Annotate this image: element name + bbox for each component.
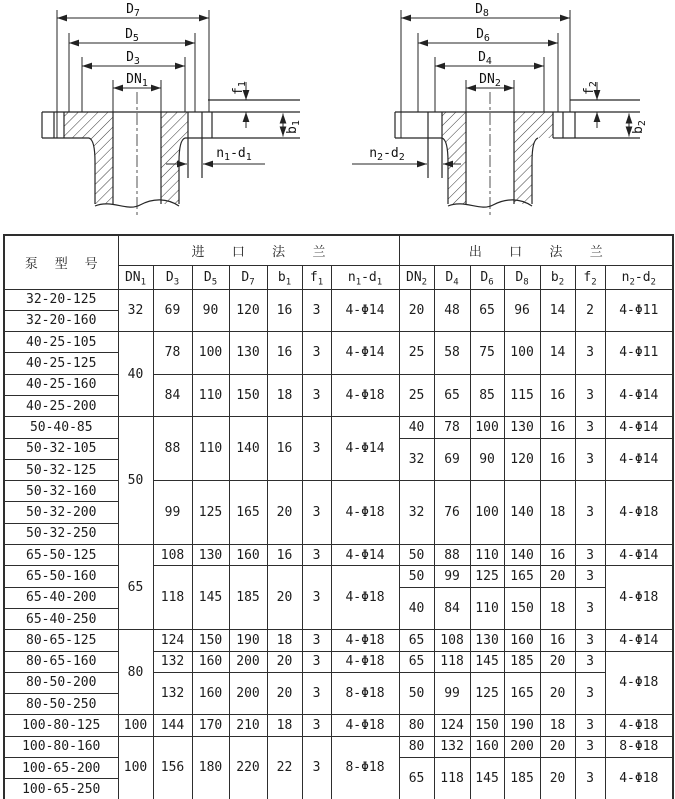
value-cell: 16 — [540, 417, 575, 438]
value-cell: 90 — [192, 289, 229, 332]
value-cell: 100 — [118, 715, 153, 736]
value-cell: 145 — [470, 651, 504, 672]
value-cell: 144 — [153, 715, 192, 736]
value-cell: 150 — [504, 587, 540, 630]
value-cell: 4-Φ14 — [331, 417, 399, 481]
dim-label-d6: $D_6$ — [476, 27, 490, 44]
value-cell: 190 — [229, 630, 267, 651]
value-cell: 3 — [302, 332, 331, 375]
value-cell: 165 — [229, 481, 267, 545]
value-cell: 4-Φ14 — [331, 332, 399, 375]
value-cell: 78 — [153, 332, 192, 375]
column-header: $n_2-d_2$ — [605, 265, 673, 289]
column-header: $n_1-d_1$ — [331, 265, 399, 289]
value-cell: 200 — [229, 651, 267, 672]
value-cell: 170 — [192, 715, 229, 736]
dim-label-d5: $D_5$ — [125, 27, 139, 44]
value-cell: 145 — [192, 566, 229, 630]
value-cell: 132 — [153, 651, 192, 672]
value-cell: 3 — [302, 630, 331, 651]
value-cell: 32 — [118, 289, 153, 332]
value-cell: 165 — [504, 672, 540, 715]
model-cell: 40-25-125 — [4, 353, 118, 374]
value-cell: 3 — [302, 481, 331, 545]
value-cell: 125 — [192, 481, 229, 545]
value-cell: 4-Φ14 — [605, 374, 673, 417]
value-cell: 3 — [575, 566, 605, 587]
value-cell: 200 — [504, 736, 540, 757]
column-header: $b_2$ — [540, 265, 575, 289]
value-cell: 48 — [434, 289, 470, 332]
value-cell: 110 — [470, 545, 504, 566]
value-cell: 4-Φ14 — [605, 630, 673, 651]
column-header: $D_6$ — [470, 265, 504, 289]
value-cell: 120 — [504, 438, 540, 481]
value-cell: 3 — [575, 332, 605, 375]
value-cell: 160 — [470, 736, 504, 757]
value-cell: 200 — [229, 672, 267, 715]
value-cell: 4-Φ18 — [331, 374, 399, 417]
model-cell: 65-40-200 — [4, 587, 118, 608]
value-cell: 16 — [540, 374, 575, 417]
value-cell: 4-Φ18 — [605, 715, 673, 736]
model-cell: 100-80-125 — [4, 715, 118, 736]
value-cell: 69 — [434, 438, 470, 481]
value-cell: 78 — [434, 417, 470, 438]
value-cell: 32 — [399, 481, 434, 545]
value-cell: 140 — [504, 481, 540, 545]
value-cell: 3 — [302, 672, 331, 715]
model-cell: 50-32-125 — [4, 459, 118, 480]
dim-label-d8: $D_8$ — [475, 2, 489, 19]
value-cell: 20 — [267, 651, 302, 672]
dim-label-n2-d2: $n_2-d_2$ — [369, 146, 405, 163]
value-cell: 4-Φ18 — [331, 651, 399, 672]
value-cell: 3 — [575, 672, 605, 715]
value-cell: 160 — [229, 545, 267, 566]
value-cell: 20 — [267, 566, 302, 630]
value-cell: 180 — [192, 736, 229, 799]
value-cell: 50 — [399, 672, 434, 715]
value-cell: 99 — [434, 672, 470, 715]
value-cell: 110 — [192, 374, 229, 417]
value-cell: 18 — [540, 587, 575, 630]
value-cell: 8-Φ18 — [605, 736, 673, 757]
value-cell: 16 — [540, 438, 575, 481]
model-cell: 50-32-200 — [4, 502, 118, 523]
value-cell: 3 — [302, 715, 331, 736]
inlet-hatch-right — [161, 112, 188, 204]
flange-spec-table — [3, 234, 674, 799]
column-header: $D_5$ — [192, 265, 229, 289]
value-cell: 115 — [504, 374, 540, 417]
value-cell: 3 — [302, 651, 331, 672]
model-cell: 65-40-250 — [4, 608, 118, 629]
value-cell: 20 — [399, 289, 434, 332]
value-cell: 3 — [575, 651, 605, 672]
dim-label-f1: $f_1$ — [231, 81, 248, 95]
value-cell: 50 — [118, 417, 153, 545]
value-cell: 75 — [470, 332, 504, 375]
table-row — [4, 566, 673, 587]
value-cell: 150 — [192, 630, 229, 651]
model-cell: 50-32-250 — [4, 523, 118, 544]
column-header: $D_3$ — [153, 265, 192, 289]
value-cell: 118 — [434, 651, 470, 672]
value-cell: 150 — [229, 374, 267, 417]
value-cell: 50 — [399, 545, 434, 566]
value-cell: 3 — [575, 587, 605, 630]
model-cell: 100-65-200 — [4, 758, 118, 779]
table-row — [4, 332, 673, 353]
value-cell: 3 — [302, 289, 331, 332]
value-cell: 108 — [153, 545, 192, 566]
value-cell: 4-Φ11 — [605, 289, 673, 332]
column-header: $b_1$ — [267, 265, 302, 289]
dim-label-dn1: $DN_1$ — [126, 72, 148, 89]
value-cell: 3 — [302, 417, 331, 481]
value-cell: 4-Φ18 — [605, 651, 673, 715]
model-cell: 32-20-160 — [4, 310, 118, 331]
value-cell: 65 — [399, 630, 434, 651]
value-cell: 4-Φ14 — [331, 289, 399, 332]
table-row — [4, 374, 673, 395]
value-cell: 100 — [470, 481, 504, 545]
value-cell: 99 — [434, 566, 470, 587]
group-header-outlet-flange: 出口法兰 — [399, 235, 673, 265]
value-cell: 190 — [504, 715, 540, 736]
value-cell: 20 — [267, 672, 302, 715]
value-cell: 18 — [267, 715, 302, 736]
table-row — [4, 481, 673, 502]
table-row — [4, 651, 673, 672]
group-header-inlet-flange: 进口法兰 — [118, 235, 399, 265]
value-cell: 69 — [153, 289, 192, 332]
value-cell: 18 — [540, 715, 575, 736]
table-row — [4, 715, 673, 736]
value-cell: 58 — [434, 332, 470, 375]
value-cell: 25 — [399, 374, 434, 417]
model-cell: 32-20-125 — [4, 289, 118, 310]
value-cell: 80 — [399, 736, 434, 757]
value-cell: 156 — [153, 736, 192, 799]
value-cell: 84 — [434, 587, 470, 630]
value-cell: 120 — [229, 289, 267, 332]
value-cell: 88 — [153, 417, 192, 481]
value-cell: 20 — [267, 481, 302, 545]
model-cell: 100-65-250 — [4, 779, 118, 799]
value-cell: 3 — [575, 417, 605, 438]
value-cell: 3 — [575, 736, 605, 757]
value-cell: 4-Φ14 — [605, 417, 673, 438]
value-cell: 65 — [399, 758, 434, 799]
value-cell: 65 — [470, 289, 504, 332]
dim-label-f2: $f_2$ — [582, 81, 599, 95]
value-cell: 3 — [302, 736, 331, 799]
column-header: $D_8$ — [504, 265, 540, 289]
value-cell: 18 — [540, 481, 575, 545]
value-cell: 185 — [504, 758, 540, 799]
value-cell: 150 — [470, 715, 504, 736]
dim-label-b1: $b_1$ — [285, 120, 302, 134]
outlet-flange-diagram — [330, 0, 675, 232]
value-cell: 88 — [434, 545, 470, 566]
value-cell: 160 — [192, 651, 229, 672]
value-cell: 22 — [267, 736, 302, 799]
value-cell: 124 — [153, 630, 192, 651]
model-cell: 50-40-85 — [4, 417, 118, 438]
model-cell: 40-25-105 — [4, 332, 118, 353]
value-cell: 3 — [575, 438, 605, 481]
value-cell: 25 — [399, 332, 434, 375]
value-cell: 108 — [434, 630, 470, 651]
dim-label-d3: $D_3$ — [126, 50, 140, 67]
value-cell: 8-Φ18 — [331, 736, 399, 799]
value-cell: 90 — [470, 438, 504, 481]
dim-label-b2: $b_2$ — [631, 120, 648, 134]
value-cell: 16 — [540, 545, 575, 566]
value-cell: 4-Φ11 — [605, 332, 673, 375]
value-cell: 3 — [575, 630, 605, 651]
dim-label-dn2: $DN_2$ — [479, 72, 501, 89]
model-cell: 40-25-160 — [4, 374, 118, 395]
value-cell: 20 — [540, 651, 575, 672]
column-header: $D_7$ — [229, 265, 267, 289]
value-cell: 3 — [575, 545, 605, 566]
value-cell: 125 — [470, 672, 504, 715]
value-cell: 16 — [267, 417, 302, 481]
value-cell: 20 — [540, 736, 575, 757]
value-cell: 16 — [267, 289, 302, 332]
value-cell: 130 — [504, 417, 540, 438]
value-cell: 4-Φ14 — [605, 545, 673, 566]
table-row — [4, 289, 673, 310]
value-cell: 20 — [540, 672, 575, 715]
value-cell: 16 — [267, 545, 302, 566]
dim-label-d7: $D_7$ — [126, 2, 140, 19]
value-cell: 18 — [267, 374, 302, 417]
value-cell: 4-Φ18 — [331, 566, 399, 630]
value-cell: 4-Φ18 — [605, 566, 673, 630]
value-cell: 4-Φ18 — [331, 715, 399, 736]
model-cell: 80-50-200 — [4, 672, 118, 693]
value-cell: 110 — [192, 417, 229, 481]
dim-label-n1-d1: $n_1-d_1$ — [216, 146, 252, 163]
value-cell: 100 — [504, 332, 540, 375]
flange-diagrams — [0, 0, 675, 232]
value-cell: 80 — [118, 630, 153, 715]
value-cell: 50 — [399, 566, 434, 587]
value-cell: 99 — [153, 481, 192, 545]
value-cell: 100 — [118, 736, 153, 799]
value-cell: 4-Φ18 — [605, 758, 673, 799]
column-header: $DN_2$ — [399, 265, 434, 289]
model-cell: 65-50-125 — [4, 545, 118, 566]
value-cell: 132 — [434, 736, 470, 757]
value-cell: 145 — [470, 758, 504, 799]
value-cell: 140 — [504, 545, 540, 566]
value-cell: 118 — [153, 566, 192, 630]
value-cell: 220 — [229, 736, 267, 799]
outlet-hatch-left — [442, 112, 466, 204]
value-cell: 130 — [470, 630, 504, 651]
value-cell: 160 — [192, 672, 229, 715]
value-cell: 118 — [434, 758, 470, 799]
column-header: $f_2$ — [575, 265, 605, 289]
inlet-flange-diagram — [2, 0, 332, 232]
value-cell: 3 — [575, 715, 605, 736]
value-cell: 100 — [470, 417, 504, 438]
value-cell: 140 — [229, 417, 267, 481]
value-cell: 165 — [504, 566, 540, 587]
column-header: $f_1$ — [302, 265, 331, 289]
value-cell: 4-Φ14 — [331, 545, 399, 566]
value-cell: 65 — [118, 545, 153, 630]
model-cell: 80-65-160 — [4, 651, 118, 672]
value-cell: 16 — [540, 630, 575, 651]
model-cell: 100-80-160 — [4, 736, 118, 757]
value-cell: 76 — [434, 481, 470, 545]
outlet-hatch-right — [514, 112, 553, 204]
value-cell: 3 — [302, 545, 331, 566]
value-cell: 4-Φ18 — [331, 481, 399, 545]
value-cell: 132 — [153, 672, 192, 715]
value-cell: 84 — [153, 374, 192, 417]
value-cell: 40 — [118, 332, 153, 417]
value-cell: 96 — [504, 289, 540, 332]
model-cell: 50-32-105 — [4, 438, 118, 459]
model-cell: 40-25-200 — [4, 395, 118, 416]
value-cell: 210 — [229, 715, 267, 736]
value-cell: 80 — [399, 715, 434, 736]
model-cell: 80-65-125 — [4, 630, 118, 651]
inlet-hatch-left — [64, 112, 113, 204]
value-cell: 130 — [192, 545, 229, 566]
dim-label-d4: $D_4$ — [478, 50, 492, 67]
table-header — [4, 235, 673, 289]
column-header: $D_4$ — [434, 265, 470, 289]
table-row — [4, 630, 673, 651]
value-cell: 85 — [470, 374, 504, 417]
value-cell: 40 — [399, 587, 434, 630]
value-cell: 185 — [229, 566, 267, 630]
col-header-model: 泵型号 — [4, 235, 118, 289]
value-cell: 100 — [192, 332, 229, 375]
value-cell: 14 — [540, 332, 575, 375]
value-cell: 18 — [267, 630, 302, 651]
value-cell: 8-Φ18 — [331, 672, 399, 715]
value-cell: 160 — [504, 630, 540, 651]
value-cell: 20 — [540, 566, 575, 587]
value-cell: 16 — [267, 332, 302, 375]
value-cell: 65 — [434, 374, 470, 417]
table-row — [4, 736, 673, 757]
value-cell: 2 — [575, 289, 605, 332]
value-cell: 125 — [470, 566, 504, 587]
column-header: $DN_1$ — [118, 265, 153, 289]
value-cell: 3 — [575, 758, 605, 799]
value-cell: 3 — [575, 374, 605, 417]
value-cell: 130 — [229, 332, 267, 375]
table-row — [4, 545, 673, 566]
value-cell: 20 — [540, 758, 575, 799]
value-cell: 65 — [399, 651, 434, 672]
value-cell: 4-Φ14 — [605, 438, 673, 481]
value-cell: 185 — [504, 651, 540, 672]
value-cell: 32 — [399, 438, 434, 481]
value-cell: 4-Φ18 — [331, 630, 399, 651]
table-body — [4, 289, 673, 799]
value-cell: 110 — [470, 587, 504, 630]
value-cell: 40 — [399, 417, 434, 438]
value-cell: 124 — [434, 715, 470, 736]
value-cell: 3 — [575, 481, 605, 545]
table-row — [4, 672, 673, 693]
value-cell: 3 — [302, 374, 331, 417]
model-cell: 80-50-250 — [4, 694, 118, 715]
table-row — [4, 417, 673, 438]
value-cell: 3 — [302, 566, 331, 630]
value-cell: 4-Φ18 — [605, 481, 673, 545]
model-cell: 50-32-160 — [4, 481, 118, 502]
value-cell: 14 — [540, 289, 575, 332]
model-cell: 65-50-160 — [4, 566, 118, 587]
